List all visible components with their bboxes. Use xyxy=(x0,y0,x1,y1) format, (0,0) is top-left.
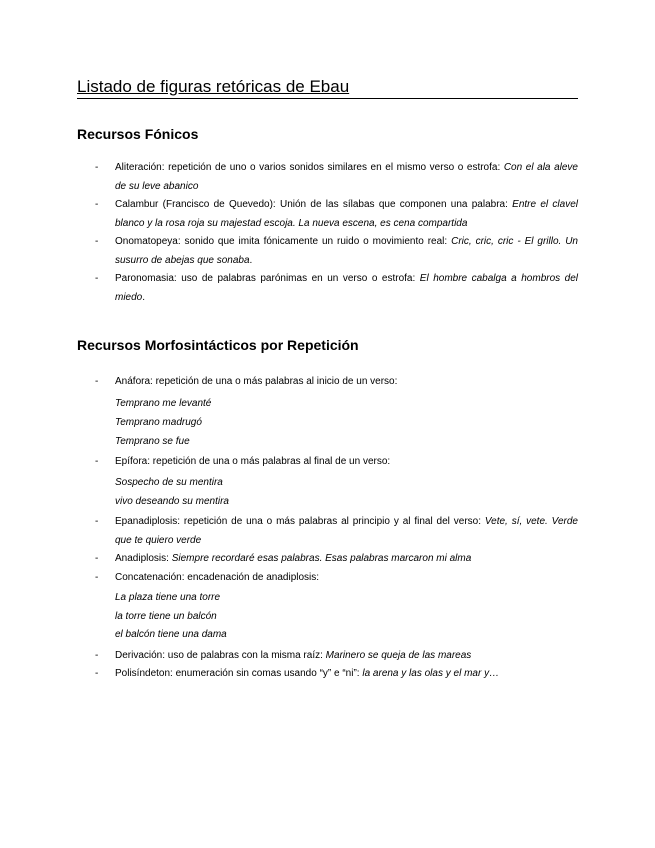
bullet-dash: - xyxy=(95,273,99,284)
document-page xyxy=(77,76,578,684)
verse-block xyxy=(115,394,578,451)
list-item: - Concatenación: encadenación de anadiplosis: La plaza tiene una torre la torre tiene un balcón el balcón tiene una dama xyxy=(77,569,578,645)
section-heading-fonicos: Recursos Fónicos xyxy=(77,126,199,142)
verse-block xyxy=(115,473,578,511)
list-item: - Paronomasia: uso de palabras parónimas en un verso o estrofa: El hombre cabalga a hombros del miedo. xyxy=(77,270,578,307)
verse-line: la torre tiene un balcón xyxy=(115,610,217,622)
document-title: Listado de figuras retóricas de Ebau xyxy=(77,76,578,99)
verse-line: Temprano se fue xyxy=(115,435,190,447)
verse-line: Sospecho de su mentira xyxy=(115,477,223,488)
verse-line: Temprano madrugó xyxy=(115,416,202,428)
list-item: - Calambur (Francisco de Quevedo): Unión de las sílabas que componen una palabra: Entre el clavel blanco y la rosa roja su majestad escoja. La nueva escena, es cena compartida xyxy=(77,196,578,233)
verse-block xyxy=(115,589,578,645)
morfosintacticos-list xyxy=(77,373,578,684)
list-item: - Epanadiplosis: repetición de una o más palabras al principio y al final del verso: Vete, sí, vete. Verde que te quiero verde xyxy=(77,513,578,550)
bullet-dash: - xyxy=(95,162,99,173)
bullet-dash: - xyxy=(95,649,99,661)
list-item: - Derivación: uso de palabras con la misma raíz: Marinero se queja de las mareas xyxy=(77,647,578,666)
list-item: - Epífora: repetición de una o más palabras al final de un verso: Sospecho de su mentira vivo deseando su mentira xyxy=(77,453,578,512)
bullet-dash: - xyxy=(95,455,99,467)
list-item: - Polisíndeton: enumeración sin comas usando “y” e “ni”: la arena y las olas y el mar y… xyxy=(77,665,578,684)
bullet-dash: - xyxy=(95,236,99,247)
verse-line: Temprano me levanté xyxy=(115,397,212,409)
verse-line: La plaza tiene una torre xyxy=(115,592,221,603)
verse-line: vivo deseando su mentira xyxy=(115,496,229,507)
fonicos-list xyxy=(77,159,578,307)
list-item: - Anadiplosis: Siempre recordaré esas palabras. Esas palabras marcaron mi alma xyxy=(77,550,578,569)
verse-line: el balcón tiene una dama xyxy=(115,629,227,640)
bullet-dash: - xyxy=(95,516,99,527)
list-item: - Anáfora: repetición de una o más palabras al inicio de un verso: Temprano me levanté Temprano madrugó Temprano se fue xyxy=(77,373,578,451)
section-heading-morfosintacticos: Recursos Morfosintácticos por Repetición xyxy=(77,337,359,353)
bullet-dash: - xyxy=(95,571,99,583)
bullet-dash: - xyxy=(95,668,99,679)
list-item: - Aliteración: repetición de uno o varios sonidos similares en el mismo verso o estrofa: Con el ala aleve de su leve abanico xyxy=(77,159,578,196)
bullet-dash: - xyxy=(95,376,99,387)
list-item: - Onomatopeya: sonido que imita fónicamente un ruido o movimiento real: Cric, cric, cric - El grillo. Un susurro de abejas que sonaba. xyxy=(77,233,578,270)
bullet-dash: - xyxy=(95,553,99,564)
bullet-dash: - xyxy=(95,199,99,210)
